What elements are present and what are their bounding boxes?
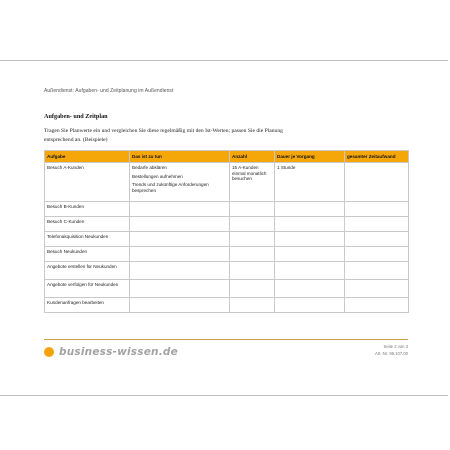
column-header-todo: Das ist zu tun bbox=[130, 151, 230, 163]
document-header: Außendienst: Aufgaben- und Zeitplanung im Außendienst bbox=[44, 88, 174, 94]
cell-todo bbox=[130, 298, 230, 313]
cell-dauer bbox=[275, 298, 345, 313]
table-row bbox=[45, 280, 409, 298]
cell-aufgabe: Angebote erstellen für Neukunden bbox=[45, 262, 130, 280]
footer-divider bbox=[44, 339, 408, 340]
cell-anzahl bbox=[230, 202, 275, 217]
cell-todo bbox=[130, 163, 230, 202]
cell-gesamt bbox=[345, 298, 409, 313]
cell-gesamt bbox=[345, 217, 409, 232]
cell-todo bbox=[130, 247, 230, 262]
cell-anzahl bbox=[230, 262, 275, 280]
cell-dauer bbox=[275, 217, 345, 232]
cell-todo bbox=[130, 280, 230, 298]
cell-dauer bbox=[275, 262, 345, 280]
cell-dauer bbox=[275, 232, 345, 247]
cell-aufgabe: Kundenanfragen bearbeiten bbox=[45, 298, 130, 313]
article-number: Art.-Nr. 99.107.00 bbox=[374, 350, 408, 356]
column-header-gesamt: gesamter Zeitaufwand bbox=[345, 151, 409, 163]
footer-meta bbox=[375, 344, 408, 357]
cell-dauer bbox=[275, 202, 345, 217]
cell-todo bbox=[130, 262, 230, 280]
cell-anzahl bbox=[230, 247, 275, 262]
cell-gesamt bbox=[345, 247, 409, 262]
column-header-anzahl: Anzahl bbox=[230, 151, 275, 163]
todo-item: Bedarfe abklären bbox=[132, 165, 167, 170]
cell-gesamt bbox=[345, 262, 409, 280]
business-wissen-logo bbox=[44, 346, 178, 358]
cell-dauer bbox=[275, 280, 345, 298]
table-header-row bbox=[45, 151, 409, 163]
todo-item: Bestellungen aufnehmen bbox=[132, 173, 183, 179]
cell-aufgabe: Besuch Neukunden bbox=[45, 247, 130, 262]
table-row bbox=[45, 247, 409, 262]
cell-gesamt bbox=[345, 280, 409, 298]
cell-anzahl bbox=[230, 217, 275, 232]
intro-text: Tragen Sie Planwerte ein und vergleichen Sie diese regelmäßig mit den Ist-Werten; passen Sie die Planung entsprechend an. (Beispiele) bbox=[44, 128, 283, 143]
cell-anzahl: 15 A-Kunden einmal monatlich besuchen bbox=[230, 163, 275, 202]
cell-aufgabe: Besuch A-Kunden bbox=[45, 163, 130, 202]
table-row bbox=[45, 163, 409, 202]
cell-todo bbox=[130, 202, 230, 217]
cell-gesamt bbox=[345, 232, 409, 247]
cell-aufgabe: Angebote verfolgen für Neukunden bbox=[45, 280, 130, 298]
cell-dauer bbox=[275, 247, 345, 262]
cell-aufgabe: Besuch C-Kunden bbox=[45, 217, 130, 232]
cell-anzahl bbox=[230, 298, 275, 313]
section-title: Aufgaben- und Zeitplan bbox=[44, 113, 108, 120]
cell-todo bbox=[130, 232, 230, 247]
table-row bbox=[45, 298, 409, 313]
cell-gesamt bbox=[345, 163, 409, 202]
logo-text: business-wissen.de bbox=[59, 346, 178, 358]
table-row bbox=[45, 202, 409, 217]
cell-todo bbox=[130, 217, 230, 232]
page-number: Seite 2 von 3 bbox=[383, 344, 408, 349]
todo-item: Trends und zukünftige Anforderungen besprechen bbox=[132, 182, 209, 193]
table-row bbox=[45, 232, 409, 247]
column-header-aufgabe: Aufgabe bbox=[45, 151, 130, 163]
cell-dauer: 1 Stunde bbox=[275, 163, 345, 202]
column-header-dauer: Dauer je Vorgang bbox=[275, 151, 345, 163]
cell-anzahl bbox=[230, 280, 275, 298]
table-row bbox=[45, 217, 409, 232]
cell-gesamt bbox=[345, 202, 409, 217]
cell-aufgabe: Besuch B-Kunden bbox=[45, 202, 130, 217]
logo-dot-icon bbox=[44, 347, 54, 357]
cell-anzahl bbox=[230, 232, 275, 247]
task-time-table bbox=[44, 150, 409, 313]
table-row bbox=[45, 262, 409, 280]
cell-aufgabe: Telefonakquisition Neukunden bbox=[45, 232, 130, 247]
